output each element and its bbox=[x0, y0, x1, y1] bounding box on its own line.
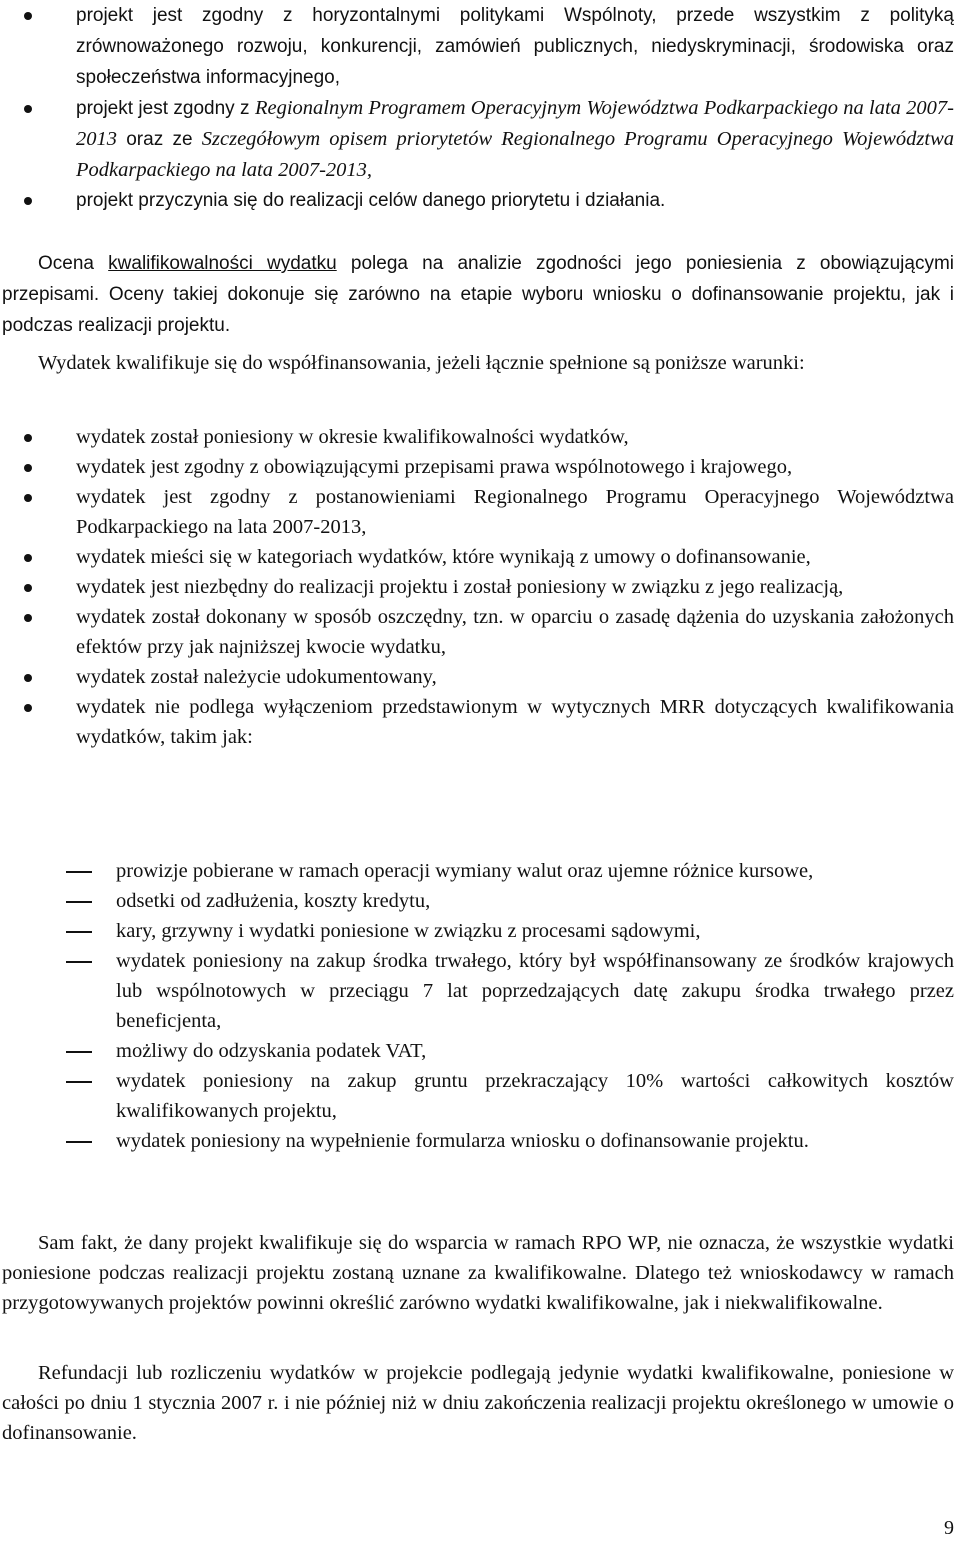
criteria-item bbox=[0, 93, 958, 185]
conditions-list bbox=[0, 422, 958, 752]
condition-item bbox=[0, 422, 958, 452]
criteria-text: projekt jest zgodny z horyzontalnymi politykami Wspólnoty, przede wszystkim z polityką zrównoważonego rozwoju, konkurencji, zamówień publicznych, niedyskryminacji, środowiska oraz społeczeństwa informacyjnego, bbox=[76, 5, 954, 88]
dash-icon bbox=[66, 961, 92, 963]
criteria-text: Regionalnym Programem Operacyjnym Województwa Podkarpackiego na lata 2007-2013 bbox=[76, 97, 954, 150]
exclusion-item bbox=[0, 1066, 958, 1126]
paragraph-refundacji: Refundacji lub rozliczeniu wydatków w projekcie podlegają jedynie wydatki kwalifikowalne, poniesione w całości po dniu 1 stycznia 2007 r. i nie później niż w dniu zakończenia realizacji projektu określonego w umowie o dofinansowanie. bbox=[2, 1362, 954, 1444]
condition-text: wydatek został poniesiony w okresie kwalifikowalności wydatków, bbox=[76, 426, 629, 448]
dash-icon bbox=[66, 1081, 92, 1083]
criteria-text: projekt przyczynia się do realizacji celów danego priorytetu i działania. bbox=[76, 190, 666, 211]
condition-text: wydatek mieści się w kategoriach wydatków, które wynikają z umowy o dofinansowanie, bbox=[76, 546, 811, 568]
exclusion-item bbox=[0, 856, 958, 886]
bullet-icon bbox=[24, 12, 32, 20]
dash-icon bbox=[66, 901, 92, 903]
exclusion-item bbox=[0, 946, 958, 1036]
criteria-item bbox=[0, 185, 958, 216]
bullet-icon bbox=[24, 704, 32, 712]
dash-icon bbox=[66, 1051, 92, 1053]
condition-text: wydatek nie podlega wyłączeniom przedstawionym w wytycznych MRR dotyczących kwalifikowania wydatków, takim jak: bbox=[76, 696, 954, 748]
project-criteria-list bbox=[0, 0, 958, 216]
bullet-icon bbox=[24, 614, 32, 622]
exclusion-item bbox=[0, 916, 958, 946]
condition-text: wydatek jest zgodny z obowiązującymi przepisami prawa wspólnotowego i krajowego, bbox=[76, 456, 793, 478]
exclusion-text: wydatek poniesiony na wypełnienie formularza wniosku o dofinansowanie projektu. bbox=[116, 1130, 809, 1152]
paragraph-wydatek-warunki: Wydatek kwalifikuje się do współfinansowania, jeżeli łącznie spełnione są poniższe warunki: bbox=[38, 352, 805, 374]
exclusion-text: prowizje pobierane w ramach operacji wymiany walut oraz ujemne różnice kursowe, bbox=[116, 860, 814, 882]
paragraph-sam-fakt: Sam fakt, że dany projekt kwalifikuje się do wsparcia w ramach RPO WP, nie oznacza, że wszystkie wydatki poniesione podczas realizacji projektu zostaną uznane za kwalifikowalne. Dlatego też wnioskodawcy w ramach przygotowywanych projektów powinni określić zarówno wydatki kwalifikowalne, jak i niekwalifikowalne. bbox=[2, 1232, 954, 1314]
exclusion-item bbox=[0, 886, 958, 916]
exclusion-text: możliwy do odzyskania podatek VAT, bbox=[116, 1040, 427, 1062]
exclusion-item bbox=[0, 1126, 958, 1156]
exclusions-list bbox=[0, 856, 958, 1156]
bullet-icon bbox=[24, 197, 32, 205]
condition-item bbox=[0, 692, 958, 752]
condition-item bbox=[0, 602, 958, 662]
condition-text: wydatek został należycie udokumentowany, bbox=[76, 666, 437, 688]
condition-item bbox=[0, 572, 958, 602]
criteria-text: Szczegółowym opisem priorytetów Regionalnego Programu Operacyjnego Województwa Podkarpackiego na lata 2007-2013, bbox=[76, 128, 954, 181]
bullet-icon bbox=[24, 584, 32, 592]
ocena-prefix: Ocena bbox=[38, 253, 109, 274]
dash-icon bbox=[66, 931, 92, 933]
bullet-icon bbox=[24, 674, 32, 682]
condition-item bbox=[0, 452, 958, 482]
exclusion-item bbox=[0, 1036, 958, 1066]
criteria-text: oraz ze bbox=[117, 129, 202, 150]
exclusion-text: odsetki od zadłużenia, koszty kredytu, bbox=[116, 890, 431, 912]
condition-text: wydatek został dokonany w sposób oszczędny, tzn. w oparciu o zasadę dążenia do uzyskania założonych efektów przy jak najniższej kwocie wydatku, bbox=[76, 606, 954, 658]
dash-icon bbox=[66, 1141, 92, 1143]
condition-item bbox=[0, 482, 958, 542]
condition-text: wydatek jest zgodny z postanowieniami Regionalnego Programu Operacyjnego Województwa Podkarpackiego na lata 2007-2013, bbox=[76, 486, 954, 538]
bullet-icon bbox=[24, 494, 32, 502]
bullet-icon bbox=[24, 464, 32, 472]
page-number: 9 bbox=[944, 1517, 954, 1539]
ocena-rest: polega na analizie zgodności jego poniesienia z obowiązującymi przepisami. Oceny takiej dokonuje się zarówno na etapie wyboru wniosku o dofinansowanie projektu, jak i podczas realizacji projektu. bbox=[2, 253, 954, 336]
bullet-icon bbox=[24, 554, 32, 562]
bullet-icon bbox=[24, 434, 32, 442]
paragraph-ocena bbox=[0, 248, 958, 341]
exclusion-text: kary, grzywny i wydatki poniesione w związku z procesami sądowymi, bbox=[116, 920, 701, 942]
criteria-item bbox=[0, 0, 958, 93]
condition-text: wydatek jest niezbędny do realizacji projektu i został poniesiony w związku z jego realizacją, bbox=[76, 576, 844, 598]
criteria-text: projekt jest zgodny z bbox=[76, 98, 255, 119]
condition-item bbox=[0, 542, 958, 572]
kwalifikowalnosc-term: kwalifikowalności wydatku bbox=[108, 253, 337, 274]
bullet-icon bbox=[24, 105, 32, 113]
exclusion-text: wydatek poniesiony na zakup środka trwałego, który był współfinansowany ze środków krajowych lub wspólnotowych w przeciągu 7 lat poprzedzających datę zakupu środka trwałego przez beneficjenta, bbox=[116, 950, 954, 1032]
dash-icon bbox=[66, 871, 92, 873]
condition-item bbox=[0, 662, 958, 692]
exclusion-text: wydatek poniesiony na zakup gruntu przekraczający 10% wartości całkowitych kosztów kwalifikowanych projektu, bbox=[116, 1070, 954, 1122]
